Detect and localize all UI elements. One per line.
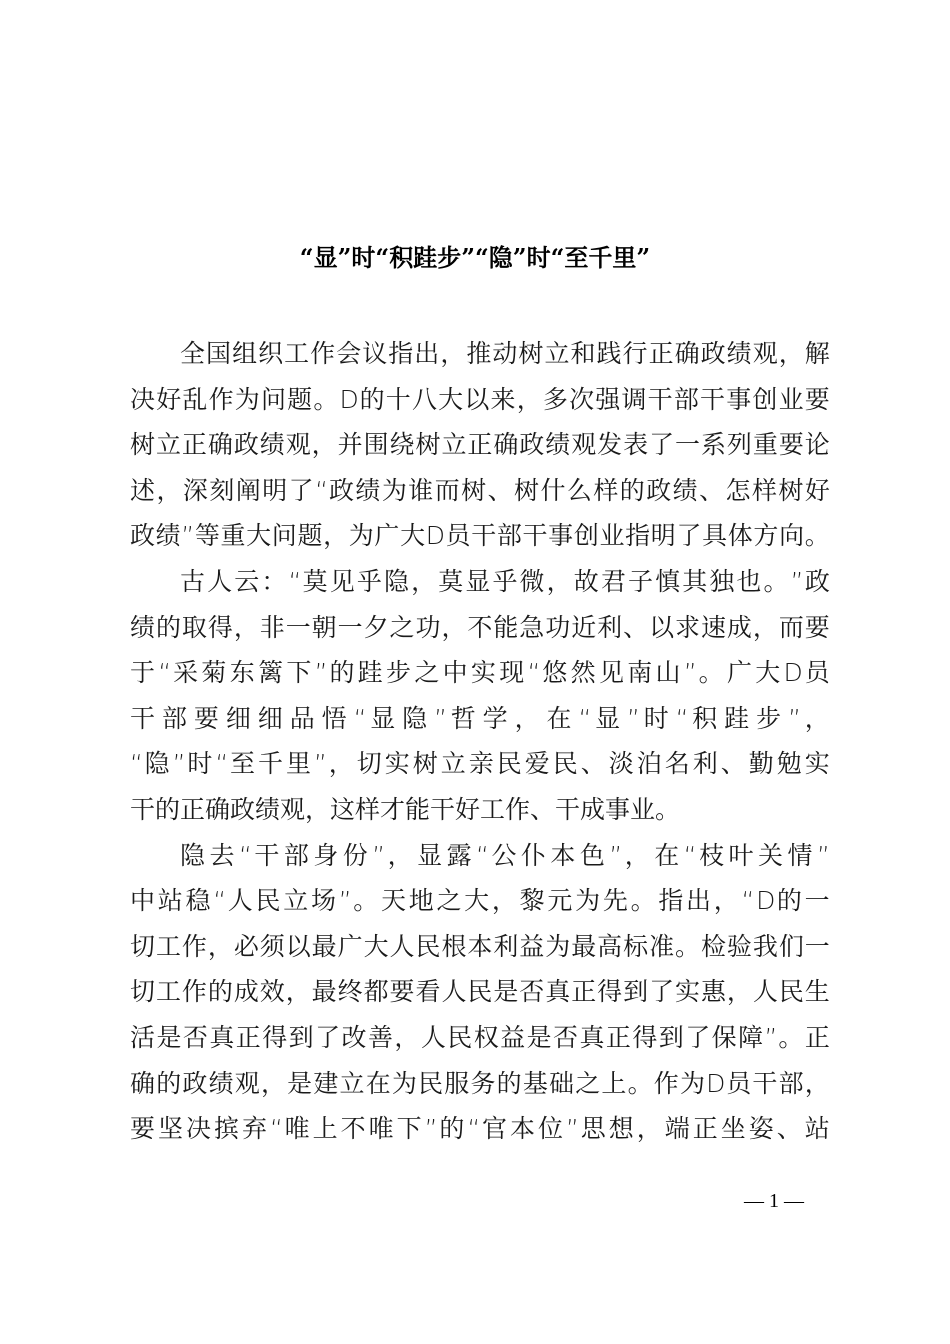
paragraph-3-line-4: 切 工 作 的 成 效 ， 最 终 都 要 看 人 民 是 否 真 正 得 到 了 实 惠 ， 人 民 生 <box>130 977 830 1007</box>
paragraph-2-line-3: 于 “ 采 菊 东 篱 下 ” 的 跬 步 之 中 实 现 “ 悠 然 见 南 山 ” 。 广 大 D 员 <box>130 658 830 688</box>
paragraph-2-line-4: 干 部 要 细 细 品 悟 “ 显 隐 ” 哲 学 ， 在 “ 显 ” 时 “ 积 跬 步 ” ， <box>130 703 830 733</box>
paragraph-3-line-1: 隐 去 “ 干 部 身 份 ” ， 显 露 “ 公 仆 本 色 ” ， 在 “ 枝 叶 关 情 ” <box>180 840 830 870</box>
document-title: “显”时“积跬步”“隐”时“至千里” <box>299 243 651 272</box>
paragraph-3-line-6: 确 的 政 绩 观 ， 是 建 立 在 为 民 服 务 的 基 础 之 上 。 作 为 D 员 干 部 ， <box>130 1068 830 1098</box>
paragraph-3-line-2: 中 站 稳 “ 人 民 立 场 ” 。 天 地 之 大 ， 黎 元 为 先 。 指 出 ， “ D 的 一 <box>130 886 830 916</box>
paragraph-2-line-1: 古 人 云 ： “ 莫 见 乎 隐 ， 莫 显 乎 微 ， 故 君 子 慎 其 独 也 。 ” 政 <box>180 566 830 596</box>
paragraph-2-line-6: 干的正确政绩观，这样才能干好工作、干成事业。 <box>130 794 681 824</box>
paragraph-3-line-5: 活 是 否 真 正 得 到 了 改 善 ， 人 民 权 益 是 否 真 正 得 到 了 保 障 ” 。 正 <box>130 1022 830 1052</box>
paragraph-1-line-4: 述 ， 深 刻 阐 明 了 “ 政 绩 为 谁 而 树 、 树 什 么 样 的 政 绩 、 怎 样 树 好 <box>130 475 830 505</box>
paragraph-3-line-7: 要 坚 决 摈 弃 “ 唯 上 不 唯 下 ” 的 “ 官 本 位 ” 思 想 ， 端 正 坐 姿 、 站 <box>130 1114 830 1144</box>
paragraph-1-line-1: 全 国 组 织 工 作 会 议 指 出 ， 推 动 树 立 和 践 行 正 确 政 绩 观 ， 解 <box>180 339 830 368</box>
page-number: — 1 — <box>744 1190 804 1212</box>
paragraph-1-line-3: 树 立 正 确 政 绩 观 ， 并 围 绕 树 立 正 确 政 绩 观 发 表 了 一 系 列 重 要 论 <box>130 430 830 460</box>
paragraph-1-line-2: 决 好 乱 作 为 问 题 。 D 的 十 八 大 以 来 ， 多 次 强 调 干 部 干 事 创 业 要 <box>130 384 830 414</box>
document-body <box>130 331 830 1152</box>
paragraph-2-line-2: 绩 的 取 得 ， 非 一 朝 一 夕 之 功 ， 不 能 急 功 近 利 、 以 求 速 成 ， 而 要 <box>130 612 830 642</box>
paragraph-3-line-3: 切 工 作 ， 必 须 以 最 广 大 人 民 根 本 利 益 为 最 高 标 准 。 检 验 我 们 一 <box>130 931 830 961</box>
paragraph-1-line-5: 政 绩 ” 等 重 大 问 题 ， 为 广 大 D 员 干 部 干 事 创 业 指 明 了 具 体 方 向 。 <box>130 521 830 551</box>
paragraph-2-line-5: “ 隐 ” 时 “ 至 千 里 ” ， 切 实 树 立 亲 民 爱 民 、 淡 泊 名 利 、 勤 勉 实 <box>130 749 830 779</box>
